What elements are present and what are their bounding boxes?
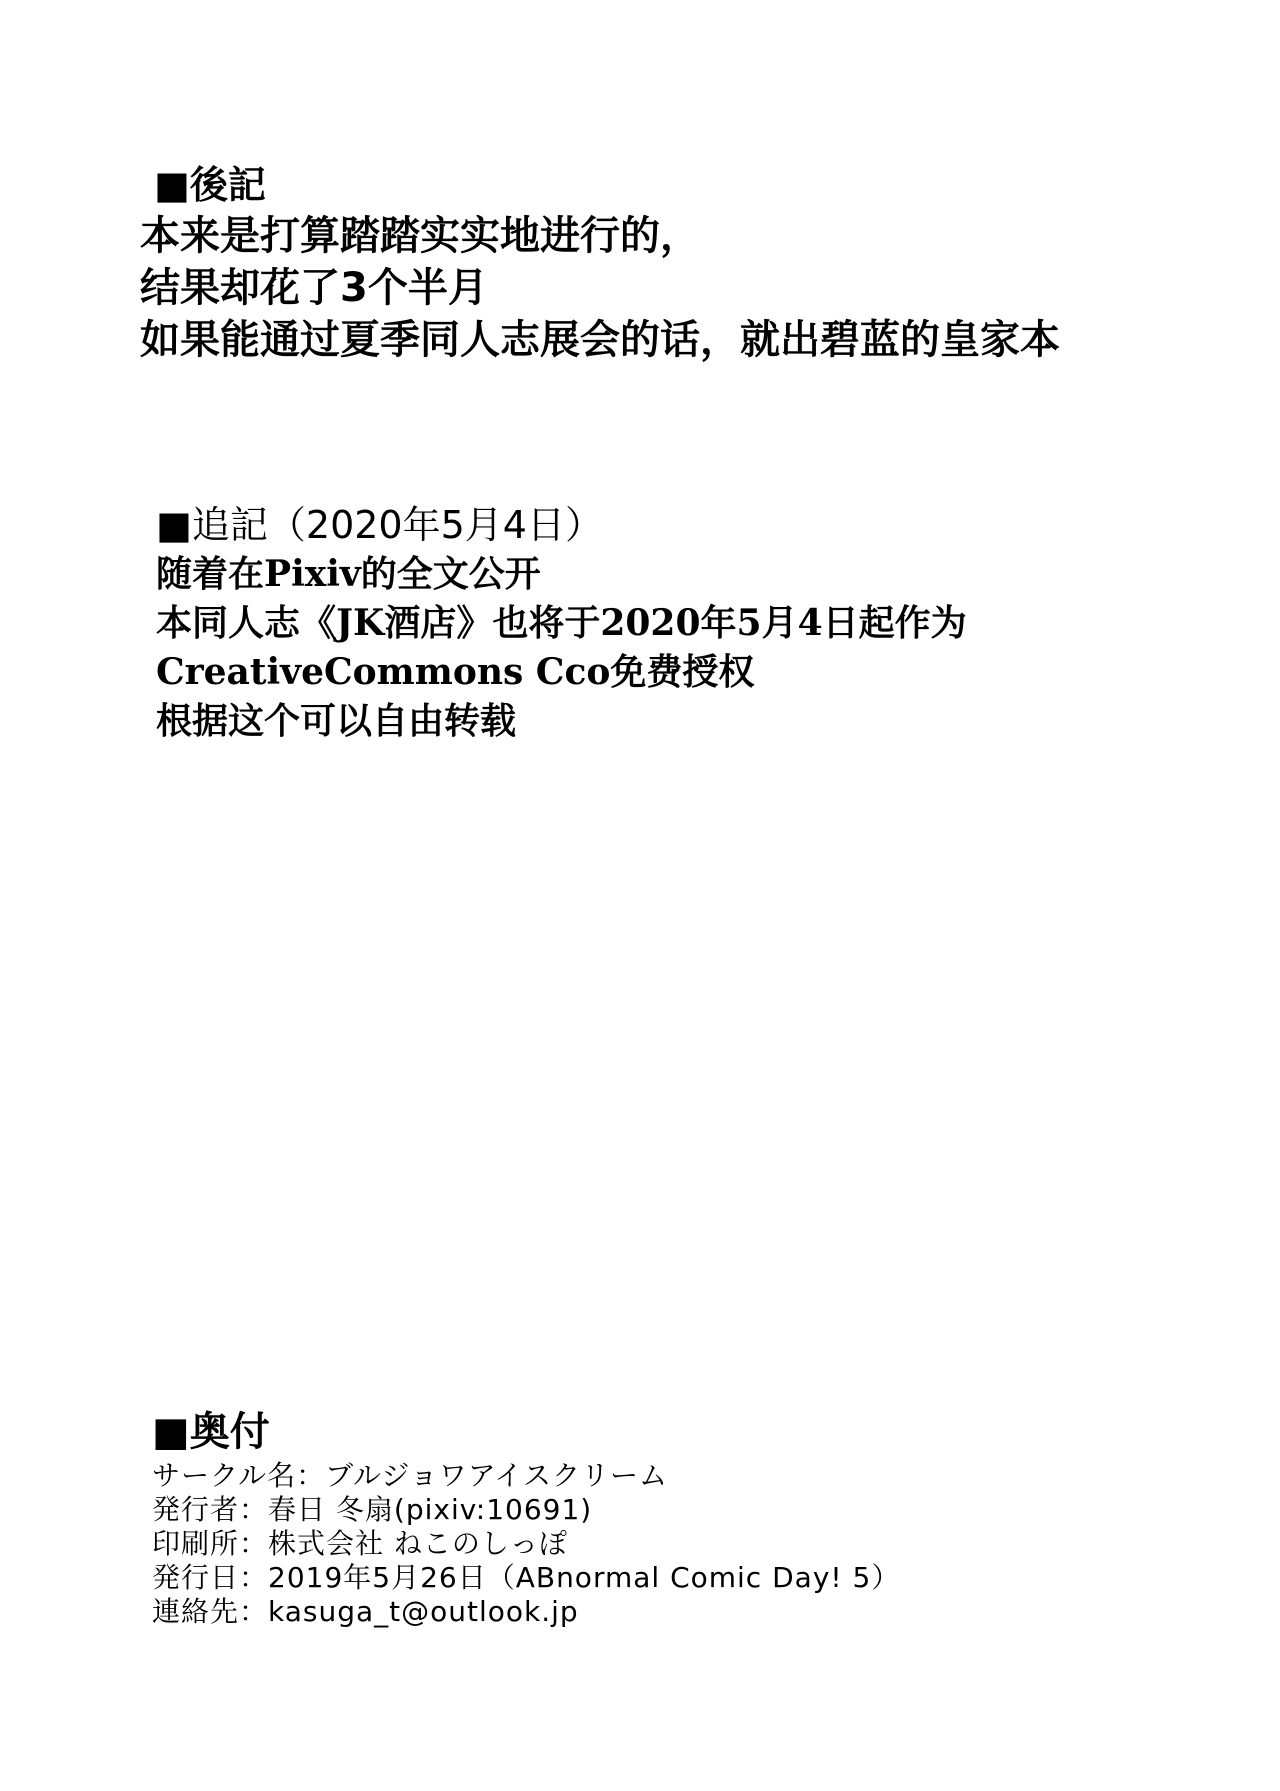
- colophon-heading: ■奥付: [152, 1409, 270, 1455]
- afterword-section: [140, 160, 1060, 366]
- colophon-circle-name: サークル名：ブルジョワアイスクリーム: [152, 1459, 668, 1492]
- postscript-line: 本同人志《JK酒店》也将于2020年5月4日起作为: [156, 602, 967, 644]
- afterword-line: 结果却花了3个半月: [140, 265, 488, 311]
- postscript-section: [156, 500, 967, 746]
- afterword-line: 本来是打算踏踏实实地进行的，: [140, 213, 700, 259]
- colophon-section: [152, 1405, 900, 1629]
- colophon-publisher: 発行者：春日 冬扇(pixiv:10691): [152, 1493, 593, 1526]
- postscript-heading: ■追記（2020年5月4日）: [156, 503, 603, 547]
- postscript-line: 根据这个可以自由转载: [156, 700, 517, 742]
- postscript-line: CreativeCommons Cco免费授权: [156, 651, 755, 693]
- afterword-heading: ■後記: [154, 163, 266, 207]
- afterword-line: 如果能通过夏季同人志展会的话，就出碧蓝的皇家本: [140, 317, 1060, 363]
- colophon-contact: 連絡先：kasuga_t@outlook.jp: [152, 1595, 579, 1628]
- postscript-line: 随着在Pixiv的全文公开: [156, 553, 541, 595]
- colophon-printer: 印刷所：株式会社 ねこのしっぽ: [152, 1527, 568, 1560]
- colophon-publish-date: 発行日：2019年5月26日（ABnormal Comic Day! 5）: [152, 1561, 901, 1594]
